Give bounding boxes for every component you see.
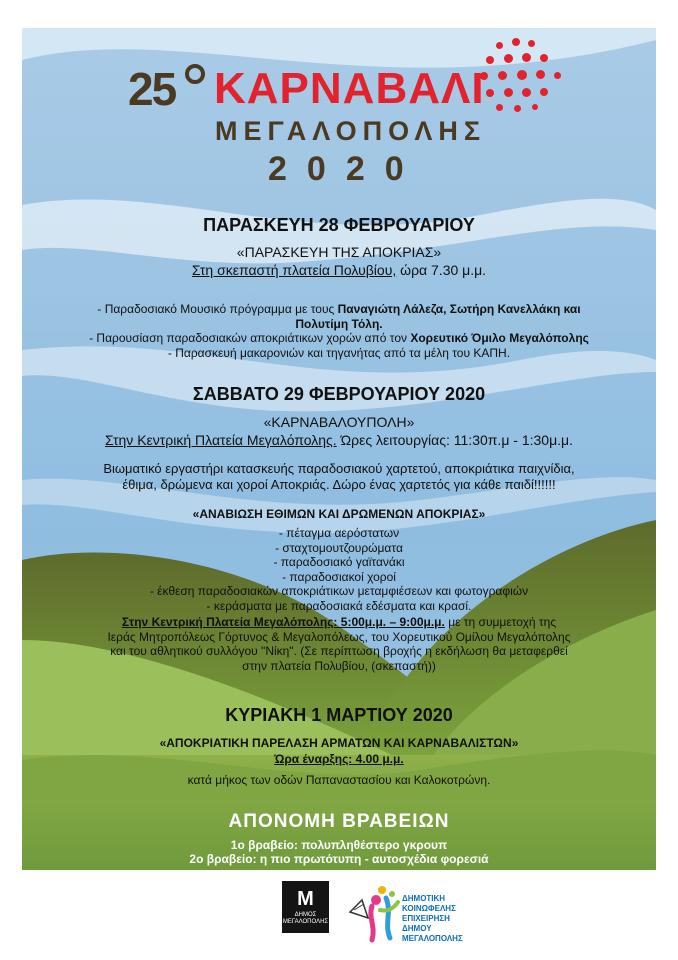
revival-title: «ΑΝΑΒΙΩΣΗ ΕΘΙΜΩΝ ΚΑΙ ΔΡΩΜΕΝΩΝ ΑΠΟΚΡΙΑΣ» [192,507,486,521]
poster-title: ΚΑΡΝΑΒΑΛΙ [214,64,485,113]
revival-item: - σταχτομουτζουρώματα [275,540,403,555]
evening-time: 5:00μ.μ. – 9:00μ.μ. [337,615,445,629]
revival-item: - έκθεση παραδοσιακών αποκριάτικων μεταμφιέσεων και φωτογραφιών [149,584,529,598]
friday-item: - Παρασκευή μακαρονιών και τηγανήτας από τα μέλη του ΚΑΠΗ. [167,345,511,360]
awards-title: ΑΠΟΝΟΜΗ ΒΡΑΒΕΙΩΝ [228,811,450,832]
saturday-heading: ΣΑΒΒΑΤΟ 29 ΦΕΒΡΟΥΑΡΙΟΥ 2020 [192,384,486,404]
revival-item: - κεράσματα με παραδοσιακά εδέσματα και κρασί. [206,598,472,613]
start-label: Ώρα έναρξης: [274,752,353,766]
friday-time: ώρα 7.30 μ.μ. [396,262,487,278]
poster-year: 2020 [268,150,424,188]
saturday-event-title: «ΚΑΡΝΑΒΑΛΟΥΠΟΛΗ» [263,414,415,430]
friday-item: - Παρουσίαση παραδοσιακών αποκριάτικων χορών από τον Χορευτικό Όμιλο Μεγαλόπολης [89,331,589,345]
friday-heading: ΠΑΡΑΣΚΕΥΗ 28 ΦΕΒΡΟΥΑΡΙΟΥ [203,215,475,235]
revival-item: - παραδοσιακό γαϊτανάκι [273,555,405,569]
friday-item: - Παραδοσιακό Μουσικό πρόγραμμα με τους Παναγιώτη Λάλεζα, Σωτήρη Κανελλάκη και [97,302,581,316]
sunday-heading: ΚΥΡΙΑΚΗ 1 ΜΑΡΤΙΟΥ 2020 [225,705,453,725]
sunday-start-line [0,752,678,766]
sunday-event-title: «ΑΠΟΚΡΙΑΤΙΚΗ ΠΑΡΕΛΑΣΗ ΑΡΜΑΤΩΝ ΚΑΙ ΚΑΡΝΑΒΑΛΙΣΤΩΝ» [159,736,519,750]
friday-venue-line [0,262,678,278]
ordinal-mark-icon [185,64,205,84]
organization-name: ΔΗΜΟΤΙΚΗ ΚΟΙΝΩΦΕΛΗΣ ΕΠΙΧΕΙΡΗΣΗ ΔΗΜΟΥ ΜΕΓΑΛΟΠΟΛΗΣ [402,894,463,943]
friday-program-list [0,302,678,360]
start-time: 4.00 μ.μ. [352,752,404,766]
evening-venue: Στην Κεντρική Πλατεία Μεγαλόπολης: [121,615,338,629]
friday-venue: Στη σκεπαστή πλατεία Πολυβίου, [191,262,397,278]
revival-item: - παραδοσιακοί χοροί [282,569,396,584]
edition-number: 25 [128,63,176,115]
awards-list [0,838,678,866]
award-item: 1ο βραβείο: πολυπληθέστερο γκρουπ [230,838,448,852]
saturday-hours: Ώρες λειτουργίας: 11:30π.μ - 1:30μ.μ. [336,432,573,448]
municipality-logo: Μ ΔΗΜΟΣ ΜΕΓΑΛΟΠΟΛΗΣ [282,881,329,933]
saturday-venue-line [0,432,678,448]
revival-list [0,526,678,613]
saturday-workshop: Βιωματικό εργαστήρι κατασκευής παραδοσιακού χαρτετού, αποκριάτικα παιχνίδια, έθιμα, δρώμενα και χοροί Αποκριάς. Δώρο ένας χαρτετός για κάθε παιδί!!!!!! [103,461,575,492]
friday-event-title: «ΠΑΡΑΣΚΕΥΗ ΤΗΣ ΑΠΟΚΡΙΑΣ» [236,244,442,260]
dot-burst-graphic [470,34,570,124]
poster-subtitle: ΜΕΓΑΛΟΠΟΛΗΣ [215,116,487,146]
parade-route: κατά μήκος των οδών Παπαναστασίου και Καλοκοτρώνη. [187,773,491,787]
saturday-venue: Στην Κεντρική Πλατεία Μεγαλόπολης. [105,432,337,448]
saturday-evening: Στην Κεντρική Πλατεία Μεγαλόπολης: 5:00μ.μ. – 9:00μ.μ. με τη συμμετοχή της Ιεράς Μητροπόλεως Γόρτυνος & Μεγαλοπόλεως, του Χορευτικού Ομίλου Μεγαλόπολης και του αθλητικού συλλόγου "Νίκη". (Σε περίπτωση βροχής η εκδήλωση θα μεταφερθεί στην πλατεία Πολυβίου, (σκεπαστή)) [107,615,571,673]
award-item: 2ο βραβείο: η πιο πρωτότυπη - αυτοσχέδια φορεσιά [189,852,489,866]
friday-item: Πολυτίμη Τόλη. [295,316,383,331]
revival-item: - πέταγμα αερόστατων [278,526,400,540]
organization-emblem-icon [346,882,402,944]
